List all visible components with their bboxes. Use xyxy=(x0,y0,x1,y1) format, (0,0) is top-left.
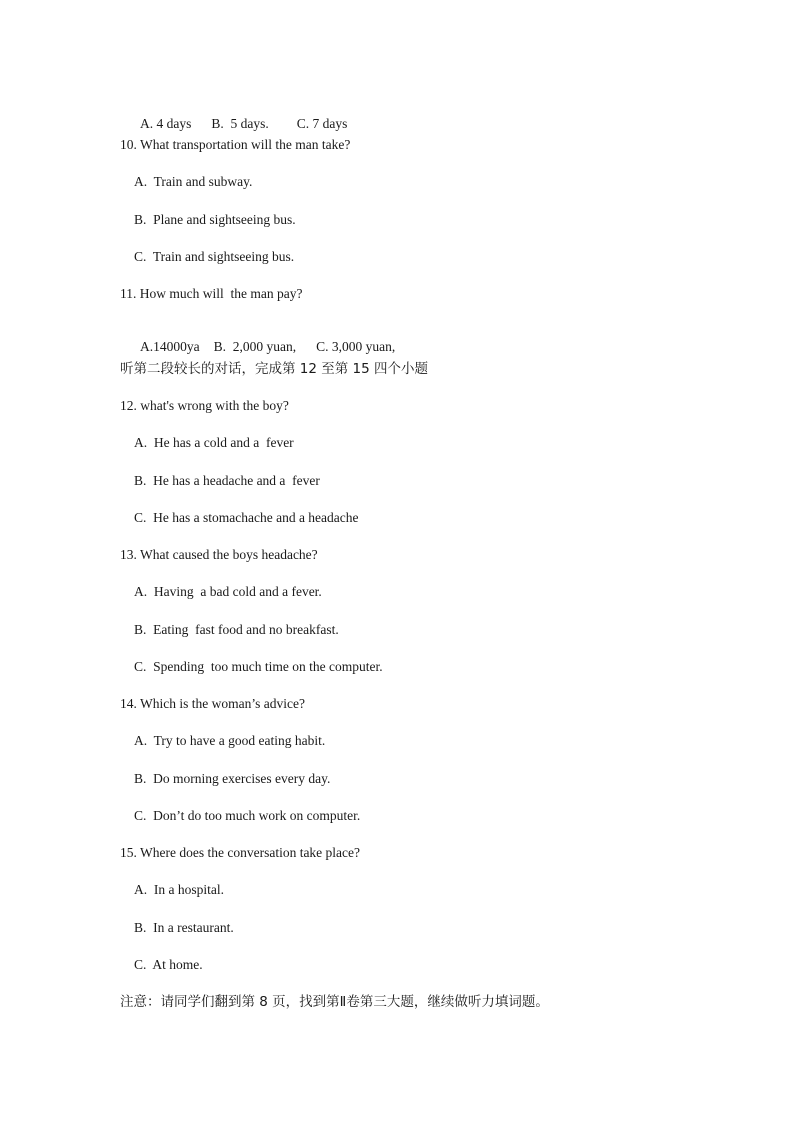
q15-option-b: B. In a restaurant. xyxy=(134,920,234,935)
q15-question: 15. Where does the conversation take place? xyxy=(120,845,361,860)
q11-option-c: C. 3,000 yuan, xyxy=(316,339,396,354)
q13-option-a: A. Having a bad cold and a fever. xyxy=(134,584,322,599)
q15-option-a: A. In a hospital. xyxy=(134,882,224,897)
q9-options-row xyxy=(134,100,347,132)
q15-option-c: C. At home. xyxy=(134,957,203,972)
q10-option-c: C. Train and sightseeing bus. xyxy=(134,249,295,264)
q12-option-a: A. He has a cold and a fever xyxy=(134,435,294,450)
q14-question: 14. Which is the woman’s advice? xyxy=(120,696,305,711)
q10-option-b: B. Plane and sightseeing bus. xyxy=(134,212,296,227)
q11-option-a: A.14000ya xyxy=(140,339,200,354)
q13-question: 13. What caused the boys headache? xyxy=(120,547,318,562)
q10-option-a: A. Train and subway. xyxy=(134,174,253,189)
q13-option-b: B. Eating fast food and no breakfast. xyxy=(134,622,339,637)
page-note: 注意：请同学们翻到第 8 页，找到第Ⅱ卷第三大题，继续做听力填词题。 xyxy=(120,994,549,1010)
q13-option-c: C. Spending too much time on the computer. xyxy=(134,659,383,674)
q12-option-c: C. He has a stomachache and a headache xyxy=(134,510,359,525)
q9-option-c: C. 7 days xyxy=(296,116,348,131)
q14-option-c: C. Don’t do too much work on computer. xyxy=(134,808,361,823)
q9-option-a: A. 4 days xyxy=(140,116,192,131)
q10-question: 10. What transportation will the man take? xyxy=(120,137,351,152)
section-instruction: 听第二段较长的对话，完成第 12 至第 15 四个小题 xyxy=(120,361,429,377)
q12-question: 12. what's wrong with the boy? xyxy=(120,398,289,413)
q14-option-b: B. Do morning exercises every day. xyxy=(134,771,331,786)
q12-option-b: B. He has a headache and a fever xyxy=(134,473,320,488)
q11-options-row xyxy=(134,323,395,355)
q11-option-b: B. 2,000 yuan, xyxy=(213,339,297,354)
q11-question: 11. How much will the man pay? xyxy=(120,286,303,301)
q14-option-a: A. Try to have a good eating habit. xyxy=(134,733,326,748)
q9-option-b: B. 5 days. xyxy=(211,116,269,131)
